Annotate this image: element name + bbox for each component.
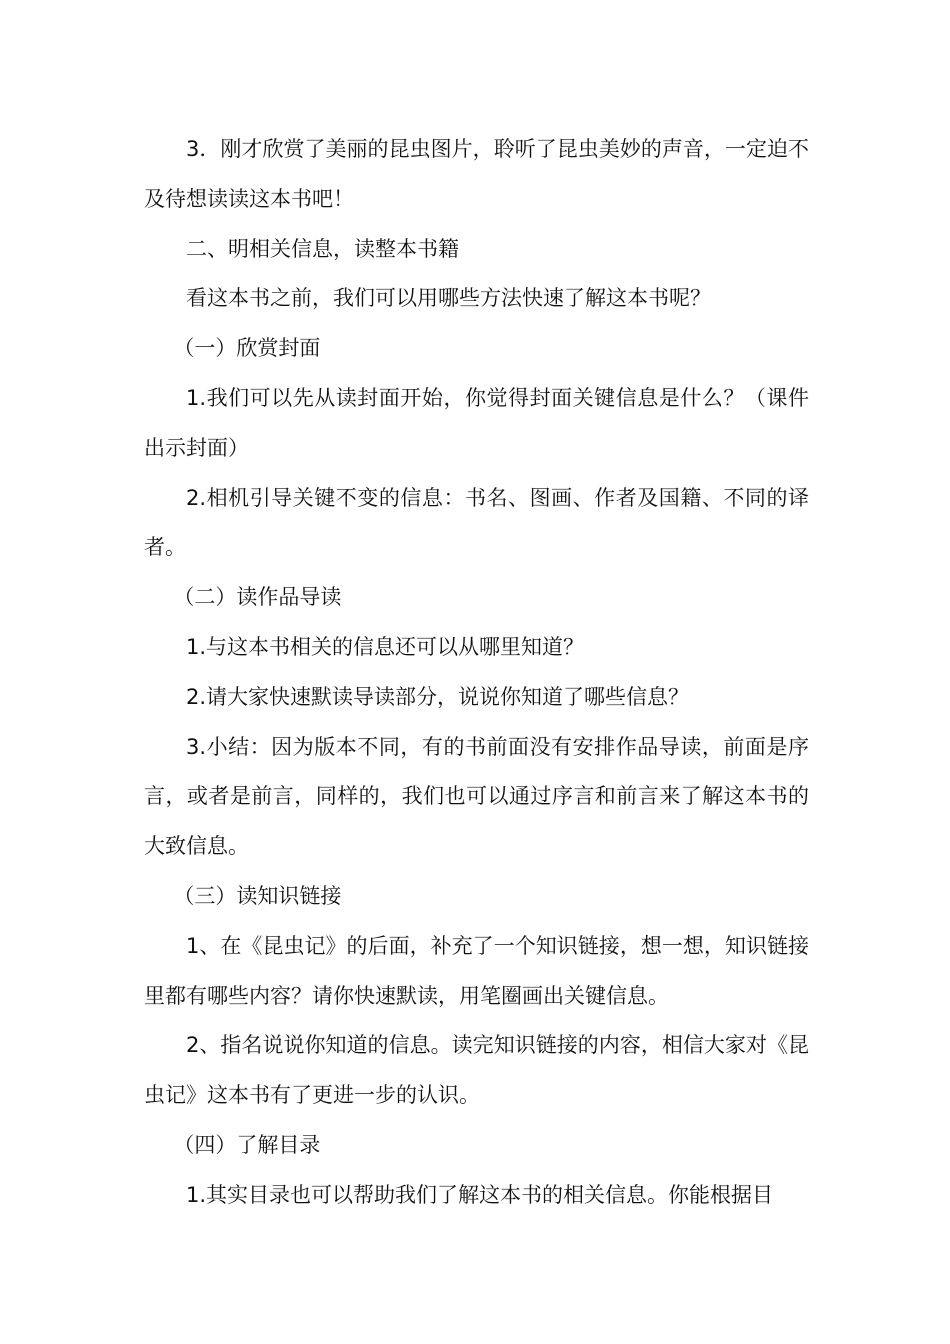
paragraph: 看这本书之前，我们可以用哪些方法快速了解这本书呢？ (186, 286, 711, 311)
subsection-heading: （一）欣赏封面 (173, 336, 321, 361)
subsection-heading: （三）读知识链接 (173, 883, 342, 908)
section-heading: 二、明相关信息，读整本书籍 (186, 236, 459, 261)
document-body (144, 125, 809, 1221)
subsection-heading: （四）了解目录 (173, 1132, 321, 1157)
subsection-heading: （二）读作品导读 (173, 585, 342, 610)
paragraph: 2.相机引导关键不变的信息：书名、图画、作者及国籍、不同的译者。 (144, 485, 809, 560)
paragraph: 2、指名说说你知道的信息。读完知识链接的内容，相信大家对《昆虫记》这本书有了更进一步的认识。 (144, 1033, 809, 1108)
paragraph: 1.我们可以先从读封面开始，你觉得封面关键信息是什么？（课件出示封面） (144, 385, 809, 460)
paragraph: 1.与这本书相关的信息还可以从哪里知道？ (186, 634, 585, 659)
paragraph: 3．刚才欣赏了美丽的昆虫图片，聆听了昆虫美妙的声音，一定迫不及待想读读这本书吧！ (144, 137, 809, 211)
paragraph: 3.小结：因为版本不同，有的书前面没有安排作品导读，前面是序言，或者是前言，同样的，我们也可以通过序言和前言来了解这本书的大致信息。 (144, 734, 809, 859)
paragraph: 1、在《昆虫记》的后面，补充了一个知识链接，想一想，知识链接里都有哪些内容？请你快速默读，用笔圈画出关键信息。 (144, 933, 809, 1008)
paragraph: 2.请大家快速默读导读部分，说说你知道了哪些信息？ (186, 684, 690, 709)
paragraph: 1.其实目录也可以帮助我们了解这本书的相关信息。你能根据目 (186, 1182, 774, 1207)
